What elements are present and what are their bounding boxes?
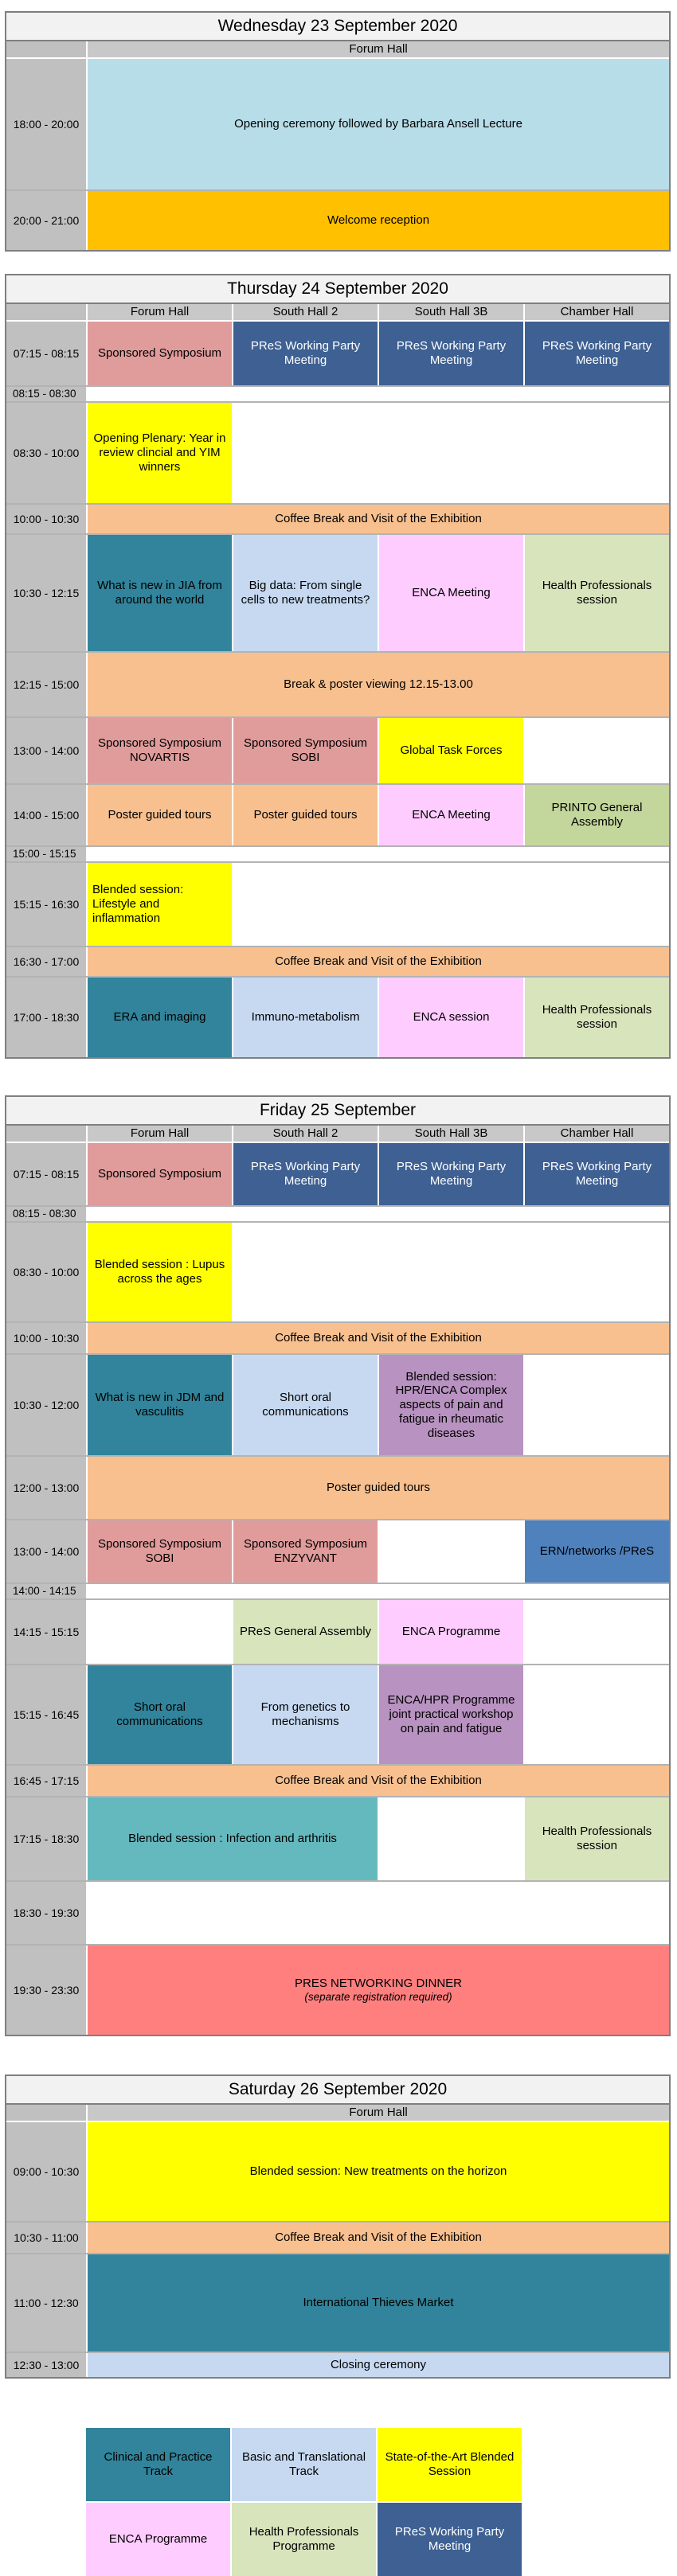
session-cell: Blended session: HPR/ENCA Complex aspects of pain and fatigue in rheumatic diseases [379, 1355, 523, 1455]
thursday-schedule [5, 274, 671, 1059]
session-cell: Global Task Forces [379, 718, 523, 783]
time-header-blank [6, 1126, 86, 1142]
legend-health: Health Professionals Programme [232, 2503, 376, 2576]
session-cell: Blended session: New treatments on the horizon [88, 2122, 669, 2221]
session-cell: Health Professionals session [525, 978, 669, 1057]
time-slot: 20:00 - 21:00 [6, 191, 86, 250]
session-cell: PRINTO General Assembly [525, 785, 669, 845]
hall-header-chamber: Chamber Hall [525, 304, 669, 320]
session-cell: Sponsored Symposium SOBI [233, 718, 378, 783]
session-cell: Short oral communications [88, 1665, 232, 1764]
time-slot: 18:00 - 20:00 [6, 59, 86, 189]
dinner-note: (separate registration required) [304, 1990, 452, 2003]
time-slot: 17:15 - 18:30 [6, 1797, 86, 1880]
session-cell: ENCA/HPR Programme joint practical workshop on pain and fatigue [379, 1665, 523, 1764]
legend-basic: Basic and Translational Track [232, 2428, 376, 2501]
session-cell: Sponsored Symposium NOVARTIS [88, 718, 232, 783]
time-slot: 10:30 - 12:00 [6, 1355, 86, 1455]
break-cell: Coffee Break and Visit of the Exhibition [88, 2223, 669, 2253]
friday-schedule [5, 1095, 671, 2036]
break-cell: Break & poster viewing 12.15-13.00 [88, 653, 669, 716]
session-cell: Blended session : Lupus across the ages [88, 1223, 232, 1321]
time-slot: 10:00 - 10:30 [6, 1323, 86, 1353]
session-cell: ENCA Programme [379, 1600, 523, 1664]
time-slot: 14:00 - 15:00 [6, 785, 86, 845]
time-slot: 08:15 - 08:30 [6, 1207, 86, 1221]
session-cell: Closing ceremony [88, 2353, 669, 2377]
session-cell: Sponsored Symposium ENZYVANT [233, 1520, 378, 1583]
time-slot: 19:30 - 23:30 [6, 1946, 86, 2035]
legend-clinical: Clinical and Practice Track [86, 2428, 230, 2501]
session-cell: ENCA Meeting [379, 785, 523, 845]
hall-header-chamber: Chamber Hall [525, 1126, 669, 1142]
session-cell: Blended session : Infection and arthritis [88, 1797, 378, 1880]
session-cell: Short oral communications [233, 1355, 378, 1455]
hall-header: Forum Hall [88, 2105, 669, 2121]
row-divider [6, 1880, 669, 1882]
session-cell: ERA and imaging [88, 978, 232, 1057]
time-slot: 12:15 - 15:00 [6, 653, 86, 716]
time-slot: 11:00 - 12:30 [6, 2254, 86, 2352]
time-slot: 08:30 - 10:00 [6, 1223, 86, 1321]
time-header-blank [6, 2105, 86, 2121]
session-cell: PReS Working Party Meeting [233, 322, 378, 385]
time-slot: 12:30 - 13:00 [6, 2353, 86, 2377]
time-slot: 15:00 - 15:15 [6, 847, 86, 861]
time-slot: 15:15 - 16:45 [6, 1665, 86, 1764]
session-cell: Big data: From single cells to new treatments? [233, 535, 378, 651]
session-cell: Immuno-metabolism [233, 978, 378, 1057]
time-slot: 09:00 - 10:30 [6, 2122, 86, 2221]
time-slot: 07:15 - 08:15 [6, 322, 86, 385]
session-cell: Poster guided tours [88, 785, 232, 845]
time-slot: 16:30 - 17:00 [6, 947, 86, 976]
session-cell: Sponsored Symposium SOBI [88, 1520, 232, 1583]
time-slot: 16:45 - 17:15 [6, 1766, 86, 1796]
time-slot: 13:00 - 14:00 [6, 718, 86, 783]
time-slot: 14:00 - 14:15 [6, 1584, 86, 1598]
time-slot: 12:00 - 13:00 [6, 1457, 86, 1519]
legend-pres: PReS Working Party Meeting [378, 2503, 522, 2576]
session-cell: What is new in JIA from around the world [88, 535, 232, 651]
day-title: Saturday 26 September 2020 [6, 2076, 669, 2105]
break-cell: Coffee Break and Visit of the Exhibition [88, 947, 669, 976]
break-cell: Poster guided tours [88, 1457, 669, 1519]
session-cell: PReS Working Party Meeting [233, 1143, 378, 1205]
dinner-title: PRES NETWORKING DINNER [294, 1977, 462, 1991]
session-cell: Sponsored Symposium [88, 1143, 232, 1205]
hall-header: Forum Hall [88, 41, 669, 57]
time-slot: 17:00 - 18:30 [6, 978, 86, 1057]
session-cell: PReS Working Party Meeting [379, 1143, 523, 1205]
time-header-blank [6, 304, 86, 320]
session-cell: Welcome reception [88, 191, 669, 250]
session-cell: From genetics to mechanisms [233, 1665, 378, 1764]
row-divider [6, 845, 669, 847]
time-slot: 15:15 - 16:30 [6, 863, 86, 946]
day-title: Thursday 24 September 2020 [6, 275, 669, 304]
hall-header-south-3b: South Hall 3B [379, 304, 523, 320]
hall-header-south-2: South Hall 2 [233, 1126, 378, 1142]
session-cell: PReS General Assembly [233, 1600, 378, 1664]
hall-header-south-2: South Hall 2 [233, 304, 378, 320]
row-divider [6, 1205, 669, 1207]
session-cell: Sponsored Symposium [88, 322, 232, 385]
row-divider [6, 1583, 669, 1584]
day-title: Friday 25 September [6, 1097, 669, 1126]
networking-dinner-cell [88, 1946, 669, 2035]
session-cell: What is new in JDM and vasculitis [88, 1355, 232, 1455]
wednesday-schedule [5, 11, 671, 252]
time-slot: 13:00 - 14:00 [6, 1520, 86, 1583]
session-cell: Health Professionals session [525, 535, 669, 651]
hall-header-forum: Forum Hall [88, 304, 232, 320]
session-cell: ENCA session [379, 978, 523, 1057]
session-cell: ENCA Meeting [379, 535, 523, 651]
session-cell: Opening ceremony followed by Barbara Ansell Lecture [88, 59, 669, 189]
session-cell: Opening Plenary: Year in review clincial and YIM winners [88, 403, 232, 503]
break-cell: Coffee Break and Visit of the Exhibition [88, 505, 669, 533]
session-cell: PReS Working Party Meeting [379, 322, 523, 385]
hall-header-south-3b: South Hall 3B [379, 1126, 523, 1142]
hall-header-forum: Forum Hall [88, 1126, 232, 1142]
break-cell: Coffee Break and Visit of the Exhibition [88, 1323, 669, 1353]
time-slot: 18:30 - 19:30 [6, 1882, 86, 1944]
time-header-blank [6, 41, 86, 57]
session-cell: PReS Working Party Meeting [525, 322, 669, 385]
session-cell: PReS Working Party Meeting [525, 1143, 669, 1205]
time-slot: 10:00 - 10:30 [6, 505, 86, 533]
time-slot: 14:15 - 15:15 [6, 1600, 86, 1664]
time-slot: 07:15 - 08:15 [6, 1143, 86, 1205]
time-slot: 08:30 - 10:00 [6, 403, 86, 503]
legend-blended: State-of-the-Art Blended Session [378, 2428, 522, 2501]
session-cell: ERN/networks /PReS [525, 1520, 669, 1583]
session-cell: Blended session: Lifestyle and inflammation [88, 863, 232, 946]
legend-enca: ENCA Programme [86, 2503, 230, 2576]
saturday-schedule [5, 2074, 671, 2379]
day-title: Wednesday 23 September 2020 [6, 13, 669, 41]
row-divider [6, 385, 669, 387]
time-slot: 10:30 - 11:00 [6, 2223, 86, 2253]
session-cell: International Thieves Market [88, 2254, 669, 2352]
session-cell: Health Professionals session [525, 1797, 669, 1880]
time-slot: 10:30 - 12:15 [6, 535, 86, 651]
session-cell: Poster guided tours [233, 785, 378, 845]
time-slot: 08:15 - 08:30 [6, 387, 86, 401]
break-cell: Coffee Break and Visit of the Exhibition [88, 1766, 669, 1796]
